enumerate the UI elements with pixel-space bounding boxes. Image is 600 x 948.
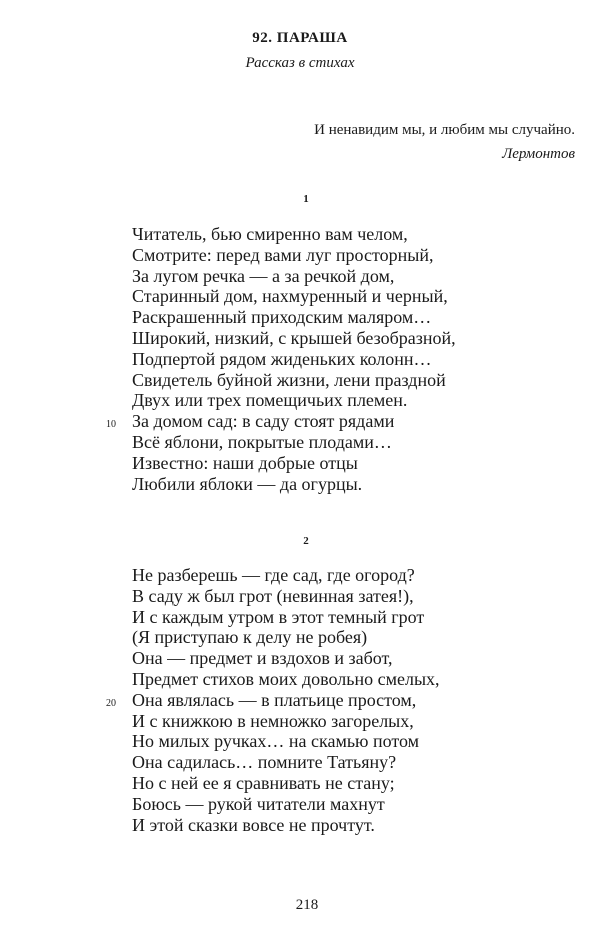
verse-line: Но с ней ее я сравнивать не стану; <box>132 772 395 793</box>
stanza-2 <box>106 565 572 835</box>
verse-line: Раскрашенный приходским маляром… <box>132 307 432 328</box>
verse-line: Известно: наши добрые отцы <box>132 452 358 473</box>
verse-line: Всё яблони, покрытые плодами… <box>132 431 392 452</box>
line-number-marker: 20 <box>106 697 116 709</box>
verse-line-numbered <box>106 411 572 432</box>
epigraph <box>314 118 575 166</box>
verse-line: Она — предмет и вздохов и забот, <box>132 648 393 669</box>
verse-line: (Я приступаю к делу не робея) <box>132 627 368 648</box>
verse-line: И этой сказки вовсе не прочтут. <box>132 814 375 835</box>
epigraph-author: Лермонтов <box>502 146 575 162</box>
verse-line: Старинный дом, нахмуренный и черный, <box>132 286 448 307</box>
verse-line: Боюсь — рукой читатели махнут <box>132 793 385 814</box>
verse-line: Подпертой рядом жиденьких колонн… <box>132 348 432 369</box>
verse-line: За лугом речка — а за речкой дом, <box>132 265 395 286</box>
verse-line: В саду ж был грот (невинная затея!), <box>132 585 414 606</box>
epigraph-text: И ненавидим мы, и любим мы случайно. <box>314 122 575 138</box>
section-number-2: 2 <box>303 535 309 547</box>
verse-line-text: Она являлась — в платьице простом, <box>132 689 417 710</box>
verse-line: Читатель, бью смиренно вам челом, <box>132 224 408 244</box>
verse-line: И с каждым утром в этот темный грот <box>132 606 425 627</box>
verse-line: Предмет стихов моих довольно смелых, <box>132 668 440 689</box>
verse-line-numbered <box>106 689 572 711</box>
line-number-marker: 10 <box>106 419 116 431</box>
verse-line: Но милых ручках… на скамью потом <box>132 731 420 752</box>
verse-line-text: За домом сад: в саду стоят рядами <box>132 411 395 432</box>
verse-line: Она садилась… помните Татьяну? <box>132 752 397 773</box>
verse-line: Свидетель буйной жизни, лени праздной <box>132 369 446 390</box>
stanza-1 <box>106 224 572 494</box>
poem-subtitle: Рассказ в стихах <box>245 55 355 71</box>
verse-line: И с книжкою в немножко загорелых, <box>132 710 414 731</box>
verse-line: Широкий, низкий, с крышей безобразной, <box>132 327 456 348</box>
verse-line: Двух или трех помещичьих племен. <box>132 390 408 411</box>
verse-line: Смотрите: перед вами луг просторный, <box>132 244 434 265</box>
poem-title: 92. ПАРАША <box>252 30 348 46</box>
verse-line: Любили яблоки — да огурцы. <box>132 473 363 494</box>
verse-line: Не разберешь — где сад, где огород? <box>132 565 415 585</box>
section-number-1: 1 <box>303 193 309 205</box>
page-number: 218 <box>295 897 319 913</box>
